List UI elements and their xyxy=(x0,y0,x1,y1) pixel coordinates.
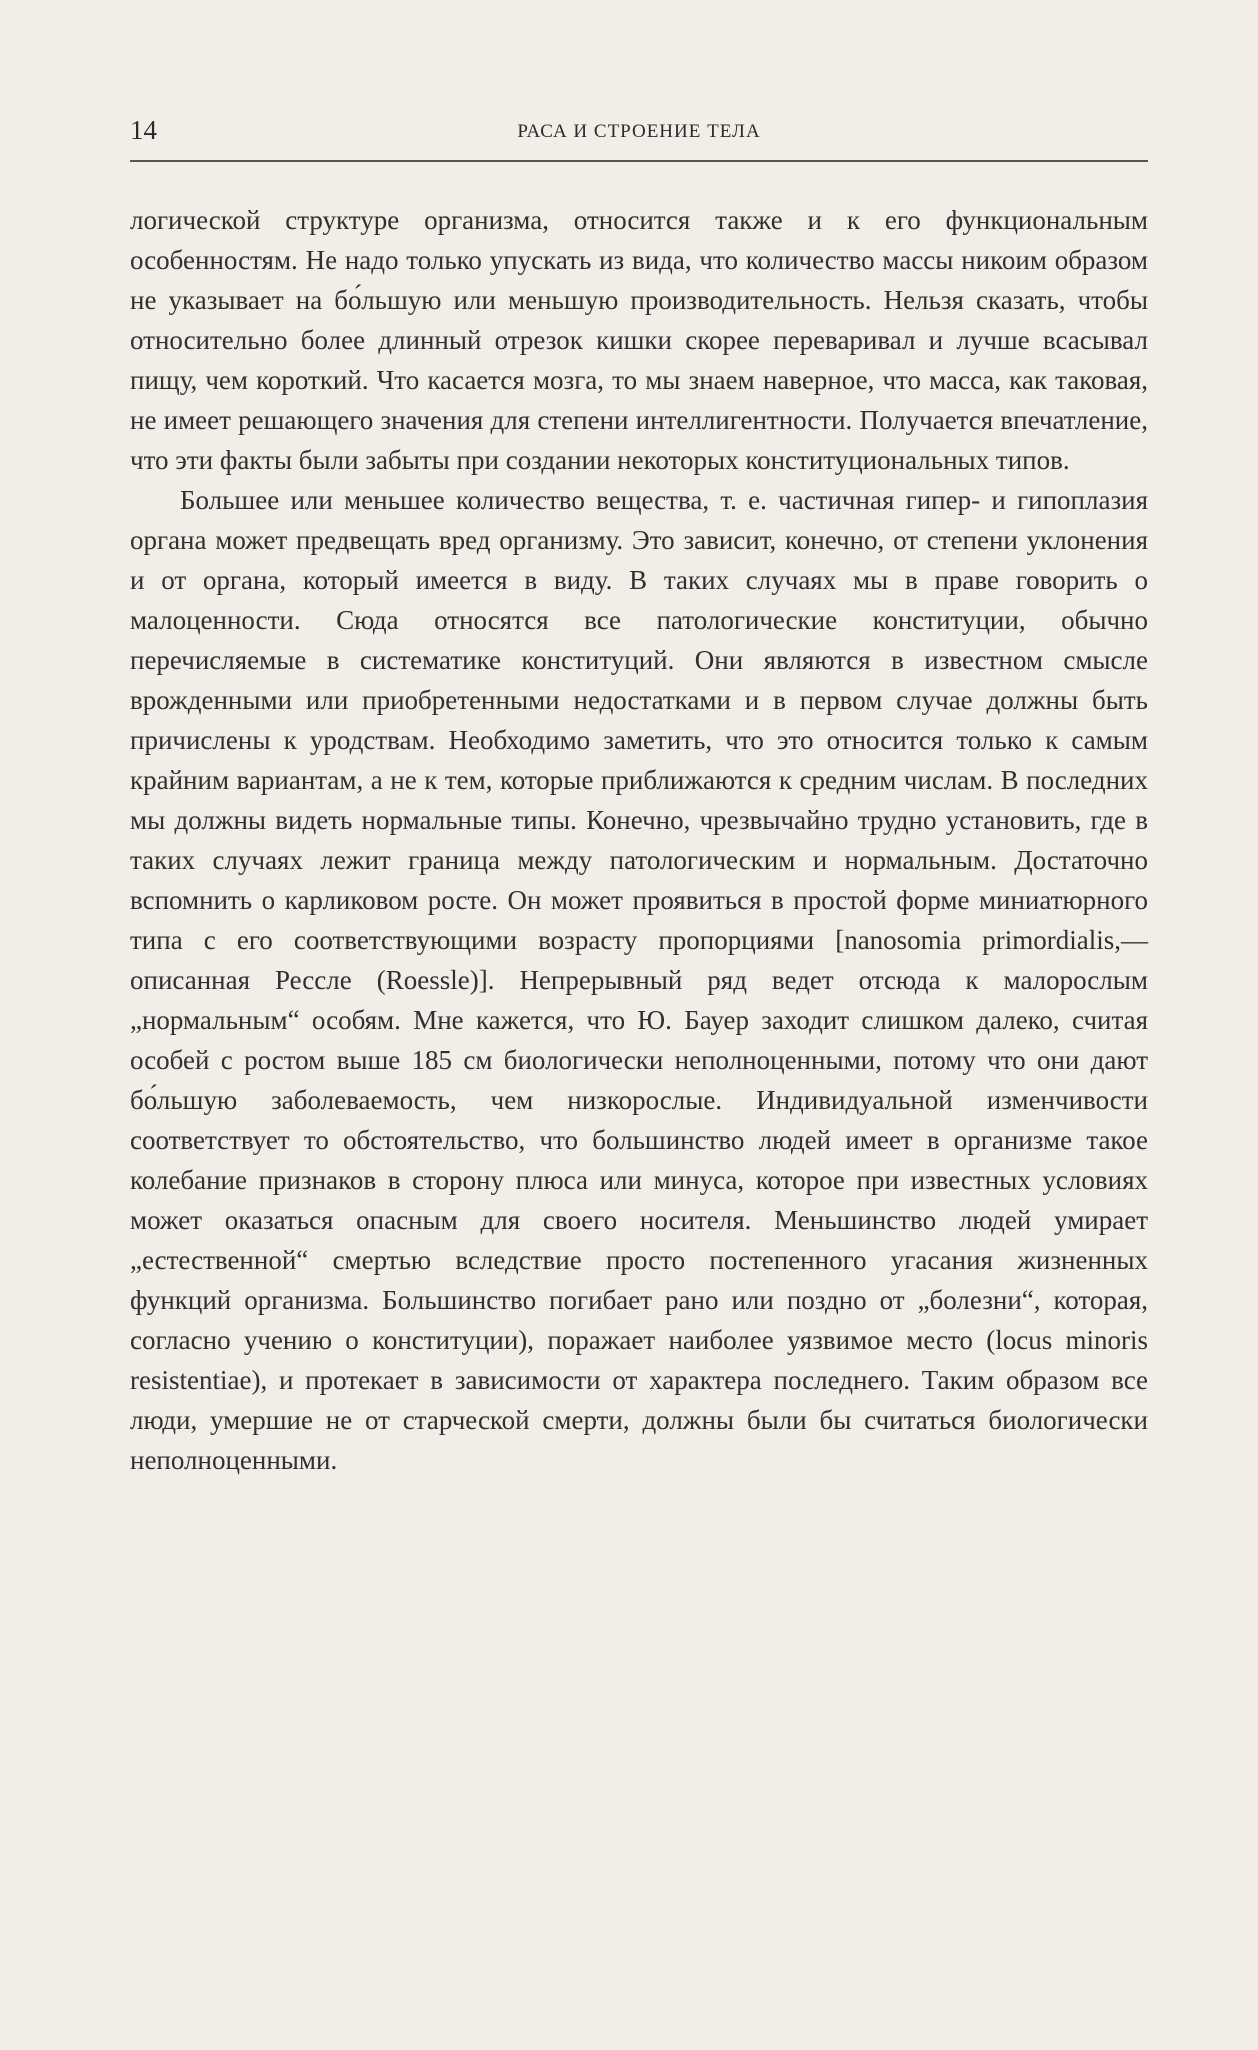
page-number: 14 xyxy=(130,115,157,145)
body-text xyxy=(130,200,1148,1480)
paragraph: Большее или меньшее количество вещества, т. е. частичная гипер- и гипоплазия органа может предвещать вред организму. Это зависит, конечно, от степени уклонения и от органа, который имеется в виду. В таких случаях мы в праве говорить о малоценности. Сюда относятся все патологические конституции, обычно перечисляемые в систематике конституций. Они являются в известном смысле врожденными или приобретенными недостатками и в первом случае должны быть причислены к уродствам. Необходимо заметить, что это относится только к самым крайним вариантам, а не к тем, которые приближаются к средним числам. В последних мы должны видеть нормальные типы. Конечно, чрезвычайно трудно установить, где в таких случаях лежит граница между патологическим и нормальным. Достаточно вспомнить о карликовом росте. Он может проявиться в простой форме миниатюрного типа с его соответствующими возрасту пропорциями [nanosomia primordialis,— описанная Рессле (Roessle)]. Непрерывный ряд ведет отсюда к малорослым „нормальным“ особям. Мне кажется, что Ю. Бауер заходит слишком далеко, считая особей с ростом выше 185 см биологически неполноценными, потому что они дают бо́льшую заболеваемость, чем низкорослые. Индивидуальной изменчивости соответствует то обстоятельство, что большинство людей имеет в организме такое колебание признаков в сторону плюса или минуса, которое при известных условиях может оказаться опасным для своего носителя. Меньшинство людей умирает „естественной“ смертью вследствие просто постепенного угасания жизненных функций организма. Большинство погибает рано или поздно от „болезни“, которая, согласно учению о конституции), поражает наиболее уязвимое место (locus minoris resistentiae), и протекает в зависимости от характера последнего. Таким образом все люди, умершие не от старческой смерти, должны были бы считаться биологически неполноценными. xyxy=(130,485,1148,1475)
paragraph-continuation: логической структуре организма, относится также и к его функциональным особенностям. Не надо только упускать из вида, что количество массы никоим образом не указывает на бо́льшую или меньшую производительность. Нельзя сказать, чтобы относительно более длинный отрезок кишки скорее переваривал и лучше всасывал пищу, чем короткий. Что касается мозга, то мы знаем наверное, что масса, как таковая, не имеет решающего значения для степени интеллигентности. Получается впечатление, что эти факты были забыты при создании некоторых конституциональных типов. xyxy=(130,205,1148,475)
running-title: РАСА И СТРОЕНИЕ ТЕЛА xyxy=(517,121,761,142)
page-header xyxy=(130,115,1148,162)
